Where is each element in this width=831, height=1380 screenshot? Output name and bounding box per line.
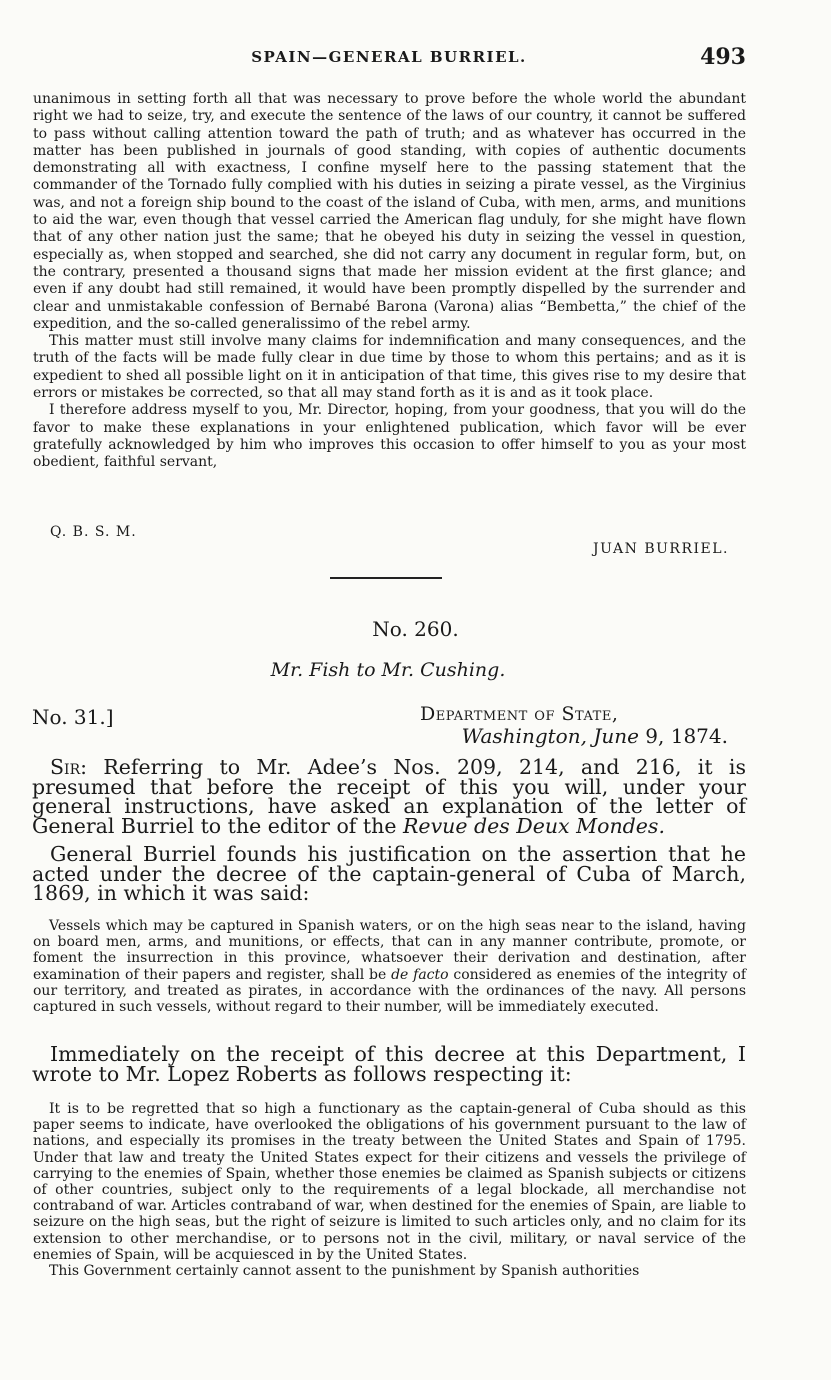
- department-line: Department of State,: [420, 703, 619, 725]
- letter-quote: [33, 1101, 746, 1279]
- quote-italic: de facto: [391, 966, 449, 983]
- running-head-title: SPAIN—GENERAL BURRIEL.: [251, 48, 527, 66]
- document-heading: Mr. Fish to Mr. Cushing.: [270, 659, 506, 681]
- letter-signature: JUAN BURRIEL.: [593, 541, 729, 557]
- dateline-day-year: 9, 1874.: [645, 724, 728, 748]
- dispatch-number: No. 31.]: [32, 705, 114, 729]
- letter-paragraph: This matter must still involve many claims for indemnification and many consequences, and the truth of the facts will be made fully clear in due time by those to whom this pertains; and as it is expedient to shed all possible light on it in anticipation of that time, this gives rise to my desire that errors or mistakes be corrected, so that all may stand forth as it is and as it took place.: [33, 333, 746, 402]
- dateline: [462, 724, 728, 748]
- dateline-month: June: [593, 724, 639, 748]
- publication-title: Revue des Deux Mondes.: [403, 813, 665, 838]
- quote-text: This Government certainly cannot assent to the punishment by Spanish authorities: [49, 1263, 640, 1280]
- letter-body: [33, 91, 746, 472]
- dateline-place: Washington,: [461, 724, 587, 748]
- quote-text: considered as enemies of the integrity of our territory, and treated as pirates, in accordance with the ordinances of the navy. All persons captured in such vessels, without regard to their number, will be immediately executed.: [33, 966, 746, 1016]
- dispatch-paragraph: [32, 1042, 746, 1086]
- paragraph-text: Immediately on the receipt of this decree at this Department, I wrote to Mr. Lopez Roberts as follows respecting it:: [32, 1042, 746, 1086]
- letter-paragraph: I therefore address myself to you, Mr. Director, hoping, from your goodness, that you will do the favor to make these explanations in your enlightened publication, which favor will be ever gratefully acknowledged by him who improves this occasion to offer himself to you as your most obedient, faithful servant,: [33, 402, 746, 471]
- paragraph-text: : Referring to Mr. Adee’s Nos. 209, 214, and 216, it is presumed that before the receipt of this you will, under your general instructions, have asked an explanation of the letter of General Burriel to the editor of the: [32, 755, 746, 838]
- dispatch-paragraph: [32, 755, 746, 838]
- quote-text: It is to be regretted that so high a functionary as the captain-general of Cuba should as this paper seems to indicate, have overlooked the obligations of his government pursuant to the law of nations, and especially its promises in the treaty between the United States and Spain of 1795. Under that law and treaty the United States expect for their citizens and vessels the privilege of carrying to the enemies of Spain, whether those enemies be claimed as Spanish subjects or citizens of other countries, subject only to the requirements of a legal blockade, all merchandise not contraband of war. Articles contraband of war, when destined for the enemies of Spain, are liable to seizure on the high seas, but the right of seizure is limited to such articles only, and no claim for its extension to other merchandise, or to persons not in the civil, military, or naval service of the enemies of Spain, will be acquiesced in by the United States.: [33, 1101, 746, 1263]
- running-head: [32, 44, 746, 74]
- quote-text: Vessels which may be captured in Spanish waters, or on the high seas near to the island, having on board men, arms, and munitions, or effects, that can in any manner contribute, promote, or foment the insurrection in this province, whatsoever their derivation and destination, after examination of their papers and register, shall be: [33, 918, 746, 983]
- salutation: Sir: [50, 755, 81, 779]
- document-number: No. 260.: [372, 617, 459, 641]
- letter-closing: Q. B. S. M.: [50, 524, 137, 540]
- letter-paragraph: unanimous in setting forth all that was necessary to prove before the whole world the abundant right we had to seize, try, and execute the sentence of the laws of our country, it cannot be suffered to pass without calling attention toward the path of truth; and as whatever has occurred in the matter has been published in journals of good standing, with copies of authentic documents demonstrating all with exactness, I confine myself here to the passing statement that the commander of the Tornado fully complied with his duties in seizing a pirate vessel, as the Virginius was, and not a foreign ship bound to the coast of the island of Cuba, with men, arms, and munitions to aid the war, even though that vessel carried the American flag unduly, for she might have flown that of any other nation just the same; that he obeyed his duty in seizing the vessel in question, especially as, when stopped and searched, she did not carry any document in regular form, but, on the contrary, presented a thousand signs that made her mission evident at the first glance; and even if any doubt had still remained, it would have been promptly dispelled by the surrender and clear and unmistakable confession of Bernabé Barona (Varona) alias “Bembetta,” the chief of the expedition, and the so-called generalissimo of the rebel army.: [33, 91, 746, 332]
- page-number: 493: [700, 44, 746, 70]
- section-divider: [330, 577, 442, 579]
- decree-quote: [33, 918, 746, 1015]
- dispatch-paragraph: [32, 842, 746, 906]
- paragraph-text: General Burriel founds his justification on the assertion that he acted under the decree of the captain-general of Cuba of March, 1869, in which it was said:: [32, 842, 746, 906]
